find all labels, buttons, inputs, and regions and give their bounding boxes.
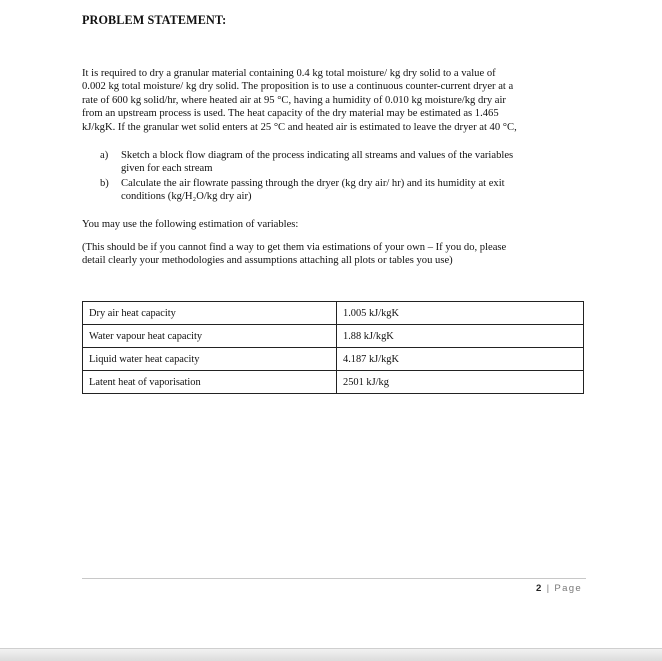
intro-line: from an upstream process is used. The heat capacity of the dry material may be estimated as 1.465 [82,108,499,120]
question-line: Sketch a block flow diagram of the process indicating all streams and values of the variables [121,150,514,161]
property-name: Latent heat of vaporisation [83,371,337,394]
intro-line: kJ/kgK. If the granular wet solid enters at 25 °C and heated air is estimated to leave the dryer at 40 °C, [82,121,517,133]
note-line: detail clearly your methodologies and assumptions attaching all plots or tables you use) [82,255,453,267]
footer-divider [82,578,586,579]
table-row [83,371,584,394]
estimation-note: You may use the following estimation of variables: [82,219,299,230]
intro-line: 0.002 kg total moisture/ kg dry solid. The proposition is to use a continuous counter-current dryer at a [82,81,514,93]
page-bottom-edge [0,648,662,661]
question-line: Calculate the air flowrate passing through the dryer (kg dry air/ hr) and its humidity at exit [121,178,505,190]
properties-table [82,301,584,394]
question-marker: b) [100,178,109,190]
question-marker: a) [100,150,109,161]
table-row [83,325,584,348]
property-value: 4.187 kJ/kgK [337,348,584,371]
question-b [100,178,585,203]
intro-line: rate of 600 kg solid/hr, where heated air at 95 °C, having a humidity of 0.010 kg moisture/kg dry air [82,94,506,106]
property-value: 1.88 kJ/kgK [337,325,584,348]
property-name: Dry air heat capacity [83,302,337,325]
page-number-value: 2 [536,583,543,594]
heading: PROBLEM STATEMENT: [82,13,227,27]
intro-line: It is required to dry a granular material containing 0.4 kg total moisture/ kg dry solid to a value of [82,68,496,79]
property-name: Water vapour heat capacity [83,325,337,348]
question-a [100,150,585,175]
methodology-note [82,241,587,268]
page-number-separator: | [542,583,555,594]
question-list [100,150,585,206]
property-value: 1.005 kJ/kgK [337,302,584,325]
page-number [536,583,582,594]
table-row [83,348,584,371]
table-row [83,302,584,325]
question-line: given for each stream [121,162,213,174]
note-line: (This should be if you cannot find a way to get them via estimations of your own – If you do, please [82,242,507,253]
property-value: 2501 kJ/kg [337,371,584,394]
property-name: Liquid water heat capacity [83,348,337,371]
problem-paragraph [82,67,587,134]
page-label: Page [554,583,582,594]
question-line: conditions (kg/H₂O/kg dry air) [121,190,252,202]
